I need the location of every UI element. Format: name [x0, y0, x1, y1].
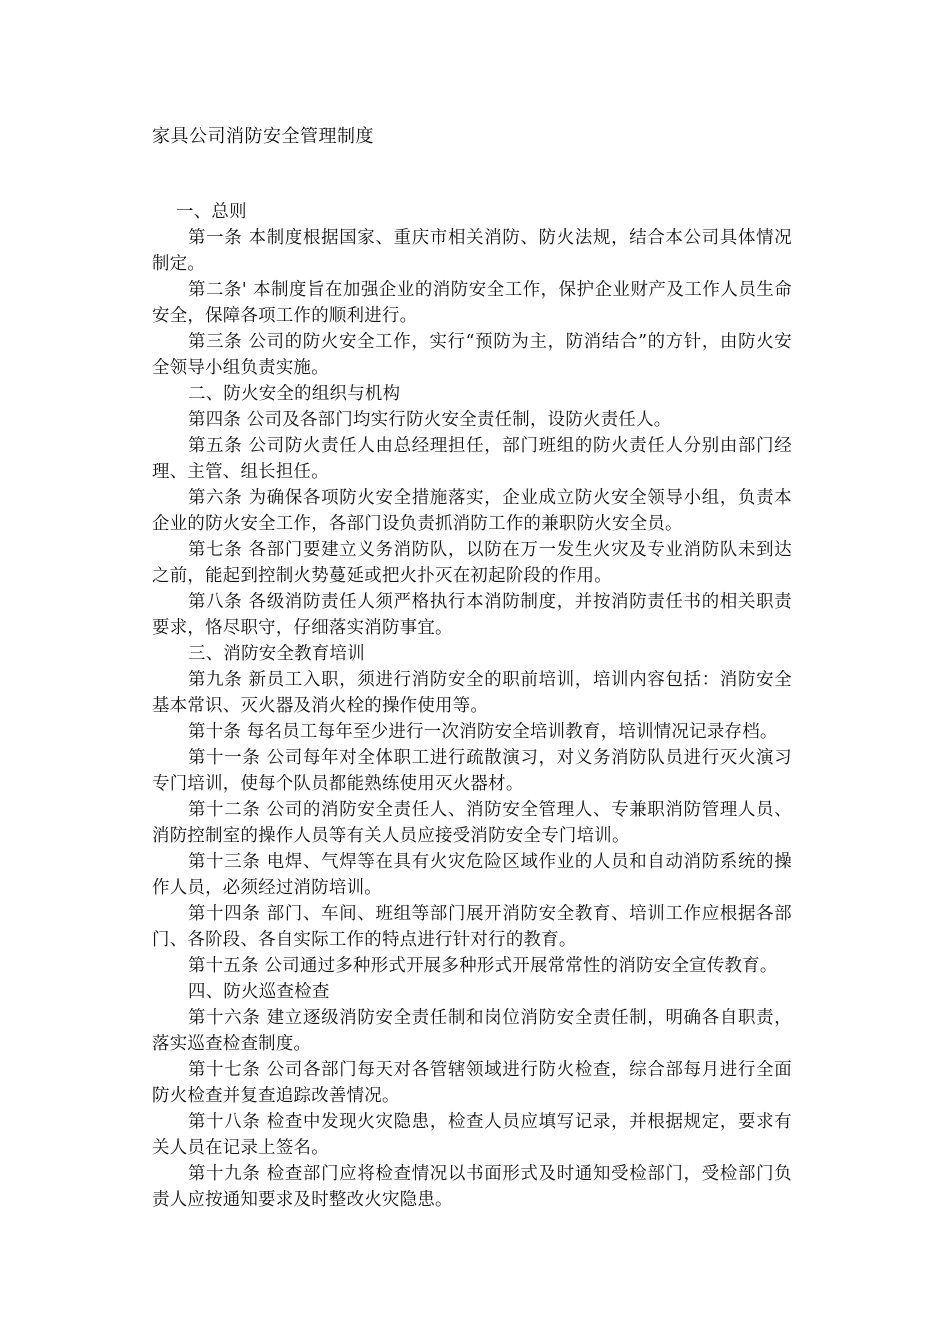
- article-paragraph: 第十三条 电焊、气焊等在具有火灾危险区域作业的人员和自动消防系统的操作人员，必须经过消防培训。: [152, 852, 792, 898]
- article-paragraph: 第十条 每名员工每年至少进行一次消防安全培训教育，培训情况记录存档。: [188, 722, 778, 742]
- article-paragraph: 第一条 本制度根据国家、重庆市相关消防、防火法规，结合本公司具体情况制定。: [152, 228, 792, 274]
- article-paragraph: 第十八条 检查中发现火灾隐患，检查人员应填写记录，并根据规定，要求有关人员在记录上签名。: [152, 1112, 792, 1158]
- article-paragraph: 第九条 新员工入职，须进行消防安全的职前培训，培训内容包括：消防安全基本常识、灭火器及消火栓的操作使用等。: [152, 670, 792, 716]
- article-paragraph: 第十六条 建立逐级消防安全责任制和岗位消防安全责任制，明确各自职责，落实巡查检查制度。: [152, 1008, 792, 1054]
- section-heading: 四、防火巡查检查: [188, 982, 330, 1002]
- article-paragraph: 第五条 公司防火责任人由总经理担任，部门班组的防火责任人分别由部门经理、主管、组长担任。: [152, 436, 792, 482]
- section-heading: 二、防火安全的组织与机构: [188, 384, 401, 404]
- article-paragraph: 第七条 各部门要建立义务消防队，以防在万一发生火灾及专业消防队未到达之前，能起到控制火势蔓延或把火扑灭在初起阶段的作用。: [152, 540, 792, 586]
- document-body: [152, 199, 792, 1213]
- article-paragraph: 第十四条 部门、车间、班组等部门展开消防安全教育、培训工作应根据各部门、各阶段、各自实际工作的特点进行针对行的教育。: [152, 904, 792, 950]
- article-paragraph: 第十五条 公司通过多种形式开展多种形式开展常常性的消防安全宣传教育。: [188, 956, 778, 976]
- article-paragraph: 第三条 公司的防火安全工作，实行“预防为主，防消结合”的方针，由防火安全领导小组负责实施。: [152, 332, 792, 378]
- article-paragraph: 第四条 公司及各部门均实行防火安全责任制，设防火责任人。: [188, 410, 672, 430]
- article-paragraph: 第六条 为确保各项防火安全措施落实，企业成立防火安全领导小组，负责本企业的防火安全工作，各部门设负责抓消防工作的兼职防火安全员。: [152, 488, 792, 534]
- article-paragraph: 第十七条 公司各部门每天对各管辖领域进行防火检查，综合部每月进行全面防火检查并复查追踪改善情况。: [152, 1060, 792, 1106]
- article-paragraph: 第十一条 公司每年对全体职工进行疏散演习，对义务消防队员进行灭火演习专门培训，使每个队员都能熟练使用灭火器材。: [152, 748, 792, 794]
- article-paragraph: 第八条 各级消防责任人须严格执行本消防制度，并按消防责任书的相关职责要求，恪尽职守，仔细落实消防事宜。: [152, 592, 792, 638]
- section-heading: 一、总则: [176, 202, 247, 222]
- document-title: 家具公司消防安全管理制度: [152, 126, 374, 147]
- article-paragraph: 第二条' 本制度旨在加强企业的消防安全工作，保护企业财产及工作人员生命安全，保障各项工作的顺利进行。: [152, 280, 792, 326]
- section-heading: 三、消防安全教育培训: [188, 644, 365, 664]
- article-paragraph: 第十二条 公司的消防安全责任人、消防安全管理人、专兼职消防管理人员、消防控制室的操作人员等有关人员应接受消防安全专门培训。: [152, 800, 792, 846]
- article-paragraph: 第十九条 检查部门应将检查情况以书面形式及时通知受检部门，受检部门负责人应按通知要求及时整改火灾隐患。: [152, 1164, 792, 1210]
